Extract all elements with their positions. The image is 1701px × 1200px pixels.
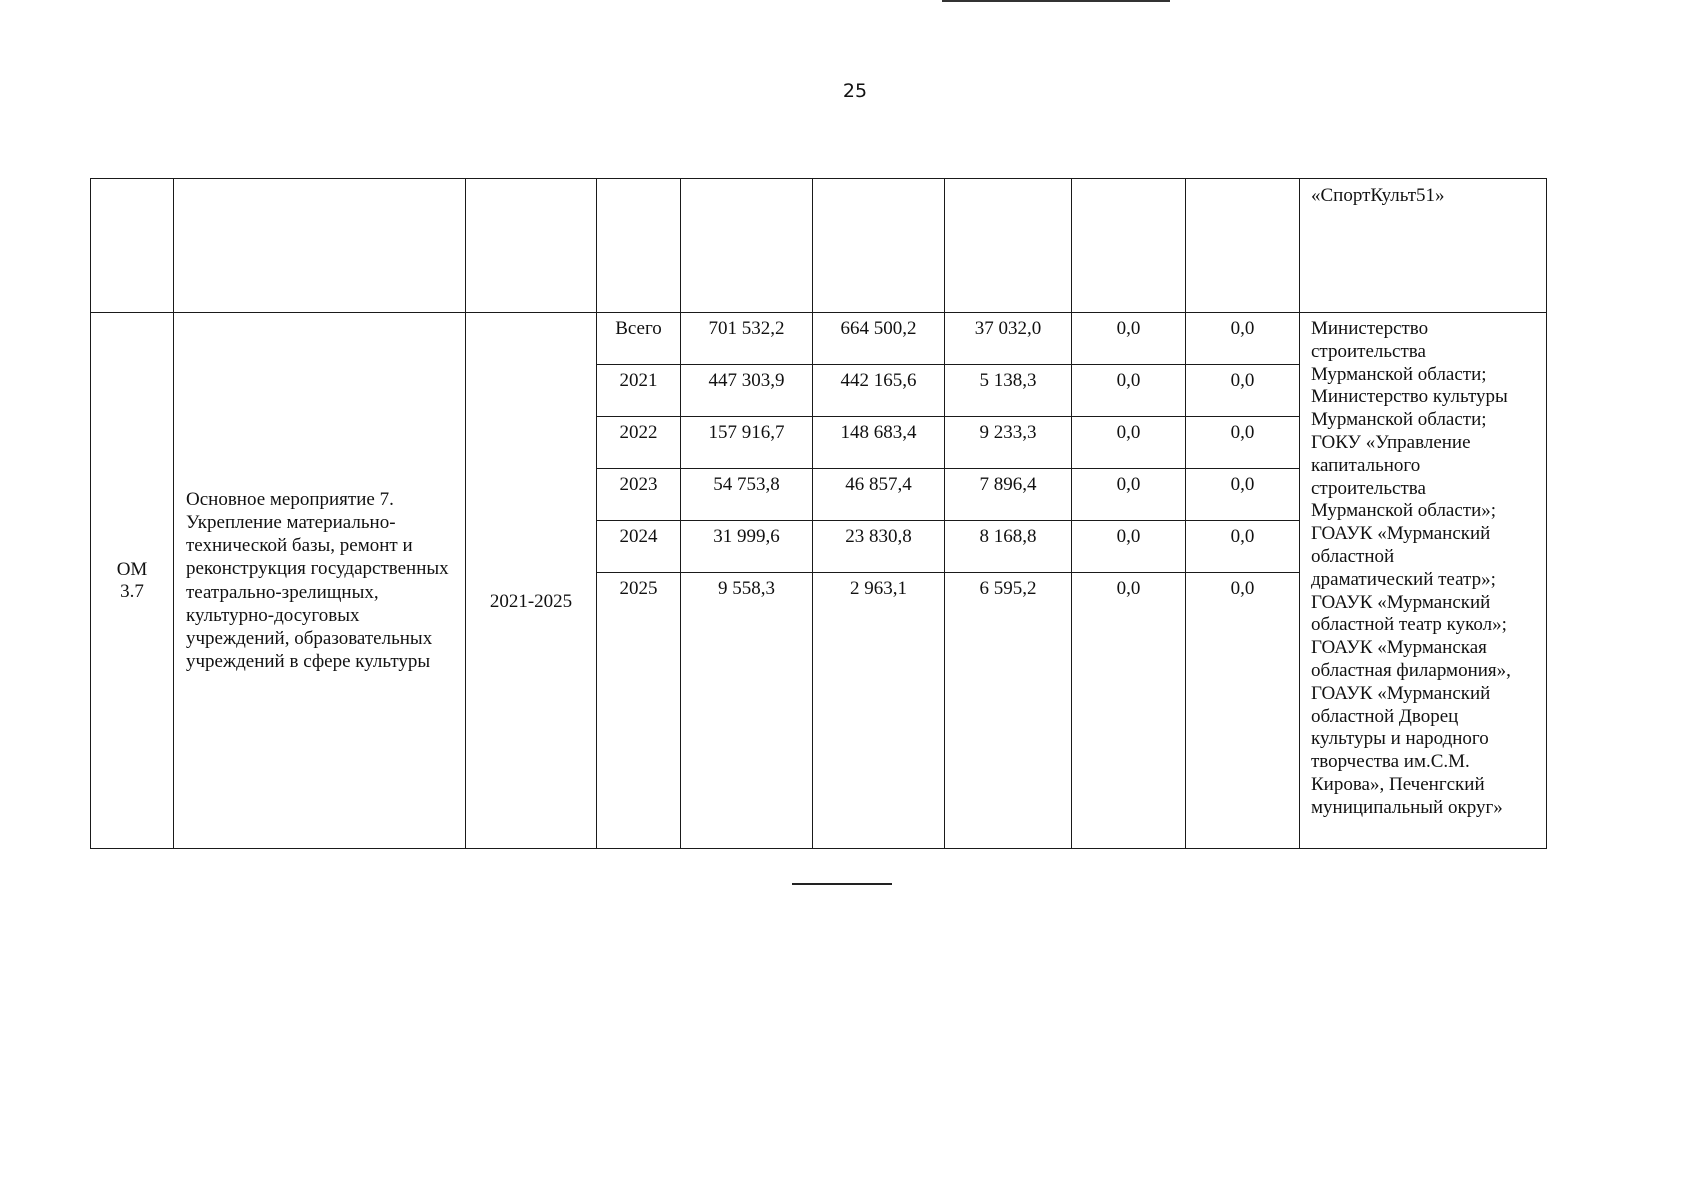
executor-line: строительства (1311, 477, 1426, 499)
source2-cell: 9 233,3 (945, 417, 1072, 469)
source4-cell: 0,0 (1186, 365, 1300, 417)
executor-line: ГОКУ «Управление (1311, 431, 1471, 453)
measure-code-line2: 3.7 (120, 580, 144, 602)
page-number: 25 (842, 80, 868, 102)
executor-line: Кирова», Печенгский (1311, 773, 1485, 795)
year-cell: 2024 (597, 521, 681, 573)
executor-line: областной Дворец (1311, 705, 1459, 727)
executor-line: творчества им.С.М. (1311, 751, 1470, 773)
cell-empty (466, 179, 597, 313)
continued-row (91, 179, 1547, 313)
source3-cell: 0,0 (1072, 573, 1186, 849)
source3-cell: 0,0 (1072, 417, 1186, 469)
total-cell: 9 558,3 (681, 573, 813, 849)
bottom-rule (792, 883, 892, 885)
executor-line: областной (1311, 545, 1395, 567)
source3-cell: 0,0 (1072, 313, 1186, 365)
cell-empty (945, 179, 1072, 313)
executor-line: капитального (1311, 454, 1421, 476)
measure-name: Основное мероприятие 7. Укрепление материально-технической базы, ремонт и реконструкция государственных театрально-зрелищных, культурно-досуговых учреждений, образовательных учреждений в сфере культуры (174, 313, 466, 849)
top-rule (942, 0, 1170, 2)
cell-empty (91, 179, 174, 313)
source2-cell: 8 168,8 (945, 521, 1072, 573)
executor-line: драматический театр»; (1311, 568, 1496, 590)
executor-line: ГОАУК «Мурманская (1311, 637, 1487, 659)
source4-cell: 0,0 (1186, 573, 1300, 849)
source2-cell: 7 896,4 (945, 469, 1072, 521)
measure-code-line1: ОМ (116, 558, 148, 580)
source3-cell: 0,0 (1072, 521, 1186, 573)
source3-cell: 0,0 (1072, 365, 1186, 417)
cell-empty (597, 179, 681, 313)
total-cell: 31 999,6 (681, 521, 813, 573)
executor-line: Министерство культуры (1311, 386, 1508, 408)
source2-cell: 37 032,0 (945, 313, 1072, 365)
executor-line: Мурманской области; (1311, 363, 1487, 385)
source1-cell: 148 683,4 (813, 417, 945, 469)
total-cell: 447 303,9 (681, 365, 813, 417)
cell-empty (681, 179, 813, 313)
total-cell: 157 916,7 (681, 417, 813, 469)
measures-table (90, 178, 1547, 849)
cell-empty (1186, 179, 1300, 313)
executor-line: областной театр кукол»; (1311, 614, 1507, 636)
source3-cell: 0,0 (1072, 469, 1186, 521)
executor-line: Министерство (1311, 318, 1429, 339)
year-cell: Всего (597, 313, 681, 365)
cell-empty (813, 179, 945, 313)
executor-line: муниципальный округ» (1311, 796, 1503, 818)
continued-executor: «СпортКульт51» (1300, 179, 1547, 313)
executor-line: строительства (1311, 340, 1426, 362)
table-row (91, 313, 1547, 365)
measure-code (91, 313, 174, 849)
total-cell: 54 753,8 (681, 469, 813, 521)
year-cell: 2025 (597, 573, 681, 849)
source2-cell: 5 138,3 (945, 365, 1072, 417)
source4-cell: 0,0 (1186, 313, 1300, 365)
executor-line: Мурманской области»; (1311, 500, 1497, 522)
source4-cell: 0,0 (1186, 521, 1300, 573)
executor-line: культуры и народного (1311, 728, 1489, 750)
source4-cell: 0,0 (1186, 417, 1300, 469)
cell-empty (1072, 179, 1186, 313)
source2-cell: 6 595,2 (945, 573, 1072, 849)
executors-cell (1300, 313, 1547, 849)
source1-cell: 442 165,6 (813, 365, 945, 417)
executor-line: областная филармония», (1311, 659, 1511, 681)
year-cell: 2023 (597, 469, 681, 521)
source1-cell: 23 830,8 (813, 521, 945, 573)
source1-cell: 46 857,4 (813, 469, 945, 521)
source1-cell: 664 500,2 (813, 313, 945, 365)
year-cell: 2021 (597, 365, 681, 417)
source4-cell: 0,0 (1186, 469, 1300, 521)
total-cell: 701 532,2 (681, 313, 813, 365)
executor-line: ГОАУК «Мурманский (1311, 682, 1491, 704)
executor-line: ГОАУК «Мурманский (1311, 591, 1491, 613)
executor-line: Мурманской области; (1311, 409, 1487, 431)
year-cell: 2022 (597, 417, 681, 469)
cell-empty (174, 179, 466, 313)
executor-line: ГОАУК «Мурманский (1311, 523, 1491, 545)
source1-cell: 2 963,1 (813, 573, 945, 849)
measure-period: 2021-2025 (466, 313, 597, 849)
